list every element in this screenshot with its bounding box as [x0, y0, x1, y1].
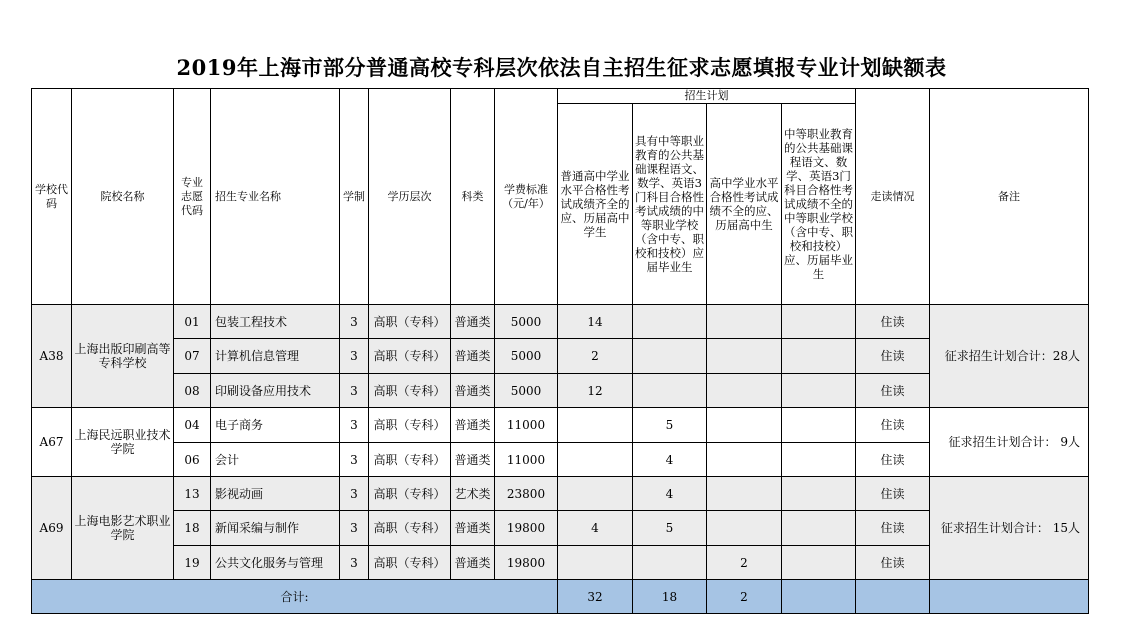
header-duration: 学制 — [340, 89, 369, 305]
major-name: 公共文化服务与管理 — [211, 546, 340, 580]
plan-3 — [707, 511, 782, 546]
plan-3 — [707, 374, 782, 408]
level: 高职（专科） — [369, 374, 451, 408]
major-code: 01 — [174, 305, 211, 339]
plan-4 — [782, 305, 856, 339]
residence: 住读 — [856, 408, 930, 443]
duration: 3 — [340, 546, 369, 580]
plan-2 — [633, 305, 707, 339]
plan-3 — [707, 477, 782, 511]
level: 高职（专科） — [369, 339, 451, 374]
duration: 3 — [340, 443, 369, 477]
header-school-code: 学校代码 — [32, 89, 72, 305]
plan-1: 4 — [558, 511, 633, 546]
header-plan-group: 招生计划 — [558, 89, 856, 104]
school-name: 上海出版印刷高等专科学校 — [72, 305, 174, 408]
plan-2 — [633, 339, 707, 374]
header-plan-col-1: 普通高中学业水平合格性考试成绩齐全的应、历届高中学生 — [558, 104, 633, 305]
level: 高职（专科） — [369, 477, 451, 511]
major-code: 06 — [174, 443, 211, 477]
major-code: 13 — [174, 477, 211, 511]
plan-2: 5 — [633, 408, 707, 443]
school-name: 上海电影艺术职业学院 — [72, 477, 174, 580]
level: 高职（专科） — [369, 408, 451, 443]
major-name: 影视动画 — [211, 477, 340, 511]
fee: 19800 — [495, 511, 558, 546]
table-row — [32, 408, 1089, 443]
duration: 3 — [340, 374, 369, 408]
total-plan-1: 32 — [558, 580, 633, 614]
plan-3: 2 — [707, 546, 782, 580]
plan-1 — [558, 443, 633, 477]
table-row — [32, 305, 1089, 339]
plan-1 — [558, 477, 633, 511]
level: 高职（专科） — [369, 305, 451, 339]
school-remark: 征求招生计划合计： 9人 — [930, 408, 1089, 477]
fee: 11000 — [495, 443, 558, 477]
category: 普通类 — [451, 374, 495, 408]
plan-3 — [707, 408, 782, 443]
category: 普通类 — [451, 443, 495, 477]
category: 普通类 — [451, 546, 495, 580]
plan-3 — [707, 339, 782, 374]
major-code: 08 — [174, 374, 211, 408]
major-code: 04 — [174, 408, 211, 443]
header-major-code: 专业志愿代码 — [174, 89, 211, 305]
plan-table — [31, 88, 1089, 614]
residence: 住读 — [856, 477, 930, 511]
major-code: 07 — [174, 339, 211, 374]
school-code: A38 — [32, 305, 72, 408]
level: 高职（专科） — [369, 546, 451, 580]
major-name: 会计 — [211, 443, 340, 477]
category: 普通类 — [451, 408, 495, 443]
level: 高职（专科） — [369, 443, 451, 477]
residence: 住读 — [856, 305, 930, 339]
header-category: 科类 — [451, 89, 495, 305]
plan-4 — [782, 546, 856, 580]
major-name: 计算机信息管理 — [211, 339, 340, 374]
plan-3 — [707, 443, 782, 477]
plan-3 — [707, 305, 782, 339]
total-remark — [930, 580, 1089, 614]
header-school-name: 院校名称 — [72, 89, 174, 305]
header-plan-col-2: 具有中等职业教育的公共基础课程语文、数学、英语3门科目合格性考试成绩的中等职业学校（含中专、职校和技校）应届毕业生 — [633, 104, 707, 305]
plan-1 — [558, 408, 633, 443]
fee: 5000 — [495, 374, 558, 408]
total-row — [32, 580, 1089, 614]
level: 高职（专科） — [369, 511, 451, 546]
fee: 11000 — [495, 408, 558, 443]
header-level: 学历层次 — [369, 89, 451, 305]
school-code: A67 — [32, 408, 72, 477]
total-residence — [856, 580, 930, 614]
fee: 19800 — [495, 546, 558, 580]
plan-4 — [782, 511, 856, 546]
plan-2 — [633, 546, 707, 580]
plan-4 — [782, 477, 856, 511]
major-code: 18 — [174, 511, 211, 546]
major-name: 包装工程技术 — [211, 305, 340, 339]
plan-2 — [633, 374, 707, 408]
header-plan-col-4: 中等职业教育的公共基础课程语文、数学、英语3门科目合格性考试成绩不全的中等职业学校（含中专、职校和技校）应、历届毕业生 — [782, 104, 856, 305]
category: 艺术类 — [451, 477, 495, 511]
plan-1: 14 — [558, 305, 633, 339]
duration: 3 — [340, 408, 369, 443]
duration: 3 — [340, 511, 369, 546]
school-name: 上海民远职业技术学院 — [72, 408, 174, 477]
major-name: 新闻采编与制作 — [211, 511, 340, 546]
header-fee: 学费标准（元/年） — [495, 89, 558, 305]
plan-1: 2 — [558, 339, 633, 374]
fee: 5000 — [495, 339, 558, 374]
plan-4 — [782, 408, 856, 443]
category: 普通类 — [451, 511, 495, 546]
school-code: A69 — [32, 477, 72, 580]
residence: 住读 — [856, 511, 930, 546]
fee: 23800 — [495, 477, 558, 511]
plan-2: 5 — [633, 511, 707, 546]
residence: 住读 — [856, 443, 930, 477]
plan-1: 12 — [558, 374, 633, 408]
residence: 住读 — [856, 546, 930, 580]
header-plan-col-3: 高中学业水平合格性考试成绩不全的应、历届高中生 — [707, 104, 782, 305]
page-title: 2019年上海市部分普通高校专科层次依法自主招生征求志愿填报专业计划缺额表 — [176, 55, 947, 80]
school-remark: 征求招生计划合计：28人 — [930, 305, 1089, 408]
duration: 3 — [340, 305, 369, 339]
fee: 5000 — [495, 305, 558, 339]
plan-1 — [558, 546, 633, 580]
residence: 住读 — [856, 374, 930, 408]
category: 普通类 — [451, 339, 495, 374]
major-name: 电子商务 — [211, 408, 340, 443]
major-code: 19 — [174, 546, 211, 580]
duration: 3 — [340, 339, 369, 374]
duration: 3 — [340, 477, 369, 511]
plan-4 — [782, 374, 856, 408]
plan-2: 4 — [633, 477, 707, 511]
total-plan-2: 18 — [633, 580, 707, 614]
total-label: 合计: — [32, 580, 558, 614]
plan-4 — [782, 339, 856, 374]
major-name: 印刷设备应用技术 — [211, 374, 340, 408]
school-remark: 征求招生计划合计： 15人 — [930, 477, 1089, 580]
total-plan-4 — [782, 580, 856, 614]
header-remark: 备注 — [930, 89, 1089, 305]
total-plan-3: 2 — [707, 580, 782, 614]
header-major-name: 招生专业名称 — [211, 89, 340, 305]
residence: 住读 — [856, 339, 930, 374]
category: 普通类 — [451, 305, 495, 339]
header-row-top — [32, 89, 1089, 104]
header-residence: 走读情况 — [856, 89, 930, 305]
table-row — [32, 477, 1089, 511]
plan-4 — [782, 443, 856, 477]
plan-2: 4 — [633, 443, 707, 477]
